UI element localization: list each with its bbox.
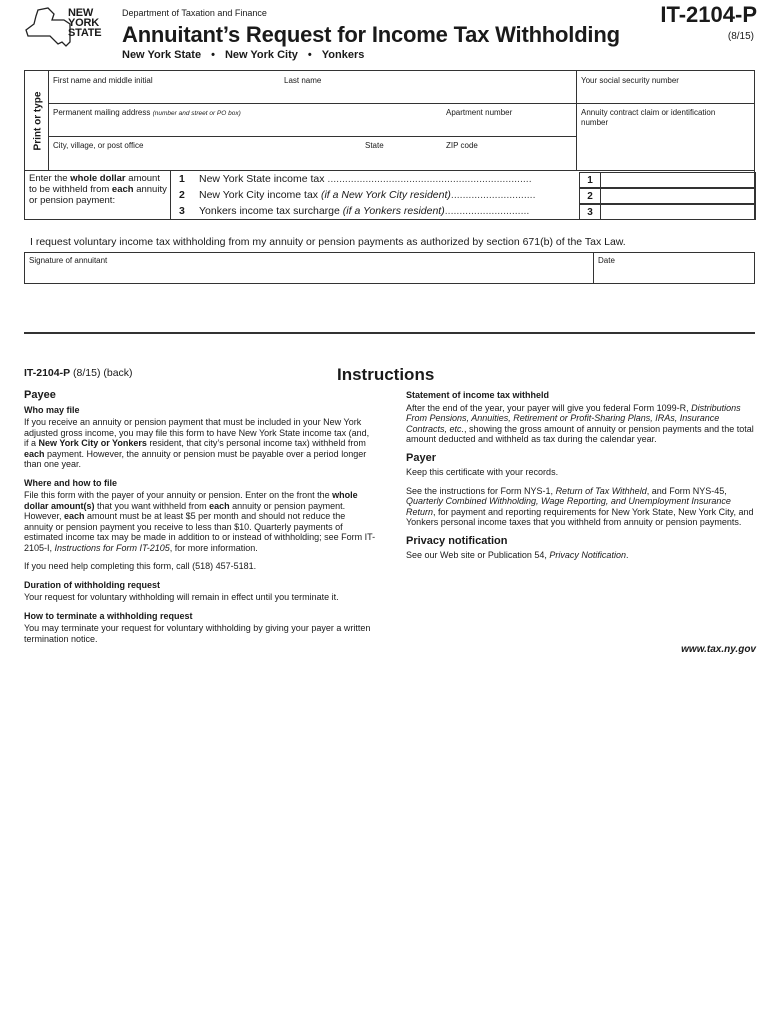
form-subtitle: New York State • New York City • Yonkers <box>122 49 365 61</box>
privacy-heading: Privacy notification <box>406 534 508 547</box>
line-3-number: 3 <box>579 204 601 220</box>
statement-heading: Statement of income tax withheld <box>406 390 550 400</box>
line-2-nyc-tax: 2 New York City income tax (if a New York City resident)............................. <box>179 189 536 201</box>
line-3-yonkers-tax: 3 Yonkers income tax surcharge (if a Yonkers resident)............................. <box>179 205 530 217</box>
terminate-text: You may terminate your request for voluntary withholding by giving your payer a written termination notice. <box>24 623 371 644</box>
last-name-field[interactable]: Last name <box>284 76 322 85</box>
line-3-amount-field[interactable] <box>601 204 756 220</box>
personal-info-block <box>24 70 755 171</box>
nys-map-icon <box>24 6 74 50</box>
back-form-id: IT-2104-P (8/15) (back) <box>24 367 133 379</box>
form-number: IT-2104-P <box>660 2 757 27</box>
who-may-file-text: If you receive an annuity or pension payment that must be included in your New York adjusted gross income, you may file this form to have New York State income tax (and, if a New York City or Yonkers resident, that city’s personal income tax) withheld from each payment. However, the annuity or pension must be payable over a period longer than one year. <box>24 417 370 469</box>
annuity-claim-field[interactable]: Annuity contract claim or identification number <box>581 108 716 127</box>
form-revision: (8/15) <box>727 31 754 42</box>
department-name: Department of Taxation and Finance <box>122 8 267 18</box>
statement-text: After the end of the year, your payer will give you federal Form 1099-R, Distributions From Pensions, Annuities, Retirement or Profit-Sharing Plans, IRAs, Insurance Contracts, etc., showing the gross amount of annuity or pension payments and the total amount deducted and withheld as tax during the calendar year. <box>406 402 754 444</box>
print-or-type-label: Print or type <box>27 71 49 171</box>
website-link[interactable]: www.tax.ny.gov <box>681 644 756 655</box>
instructions-right-column <box>406 390 756 569</box>
duration-heading: Duration of withholding request <box>24 579 160 590</box>
help-text: If you need help completing this form, call (518) 457-5181. <box>24 561 257 571</box>
logo-wordmark: NEW YORK STATE <box>68 7 102 39</box>
line-1-number: 1 <box>579 172 601 188</box>
line-2-amount-field[interactable] <box>601 188 756 204</box>
where-how-heading: Where and how to file <box>24 477 118 488</box>
terminate-heading: How to terminate a withholding request <box>24 610 193 621</box>
signature-field[interactable]: Signature of annuitant <box>29 256 108 265</box>
withholding-amounts <box>24 171 755 220</box>
date-field[interactable]: Date <box>598 256 615 265</box>
zip-field[interactable]: ZIP code <box>446 141 478 150</box>
where-how-text: File this form with the payer of your annuity or pension. Enter on the front the whole dollar amount(s) that you want withheld from each annuity or pension payment. However, each amount must be at least $5 per month and should not reduce the annuity or pension payment you receive to less than $10. Quarterly payments of estimated income tax may be made in addition to or instead of withholding; see Form IT-2105-I, Instructions for Form IT-2105, for more information. <box>24 490 376 553</box>
payer-heading: Payer <box>406 451 436 464</box>
instructions-left-column <box>24 390 376 652</box>
form-title: Annuitant’s Request for Income Tax Withholding <box>122 22 620 47</box>
nys-logo <box>24 6 108 50</box>
ssn-field[interactable]: Your social security number <box>581 76 679 85</box>
who-may-file-heading: Who may file <box>24 404 80 415</box>
see-instructions-text: See the instructions for Form NYS-1, Return of Tax Withheld, and Form NYS-45, Quarterly Combined Withholding, Wage Reporting, and Unemployment Insurance Return, for payment and reporting requirements for New York State, New York City, and Yonkers personal income taxes that you withheld from annuity or pension payments. <box>406 485 754 527</box>
state-field[interactable]: State <box>365 141 384 150</box>
privacy-text: See our Web site or Publication 54, Privacy Notification. <box>406 550 629 560</box>
apartment-field[interactable]: Apartment number <box>446 108 513 117</box>
city-field[interactable]: City, village, or post office <box>53 141 144 150</box>
line-2-number: 2 <box>579 188 601 204</box>
signature-block <box>24 252 755 284</box>
first-name-field[interactable]: First name and middle initial <box>53 76 153 85</box>
payee-heading: Payee <box>24 389 56 401</box>
duration-text: Your request for voluntary withholding will remain in effect until you terminate it. <box>24 592 339 602</box>
payer-text: Keep this certificate with your records. <box>406 467 559 477</box>
amounts-intro: Enter the whole dollar amount to be withheld from each annuity or pension payment: <box>29 173 167 206</box>
mailing-address-field[interactable]: Permanent mailing address (number and street or PO box) <box>53 108 241 117</box>
line-1-nys-tax: 1 New York State income tax ...................................................................... <box>179 173 532 185</box>
withholding-request-statement: I request voluntary income tax withholding from my annuity or pension payments as authorized by section 671(b) of the Tax Law. <box>30 236 626 248</box>
instructions-heading: Instructions <box>337 365 435 384</box>
page-divider <box>24 332 755 334</box>
line-1-amount-field[interactable] <box>601 172 756 188</box>
